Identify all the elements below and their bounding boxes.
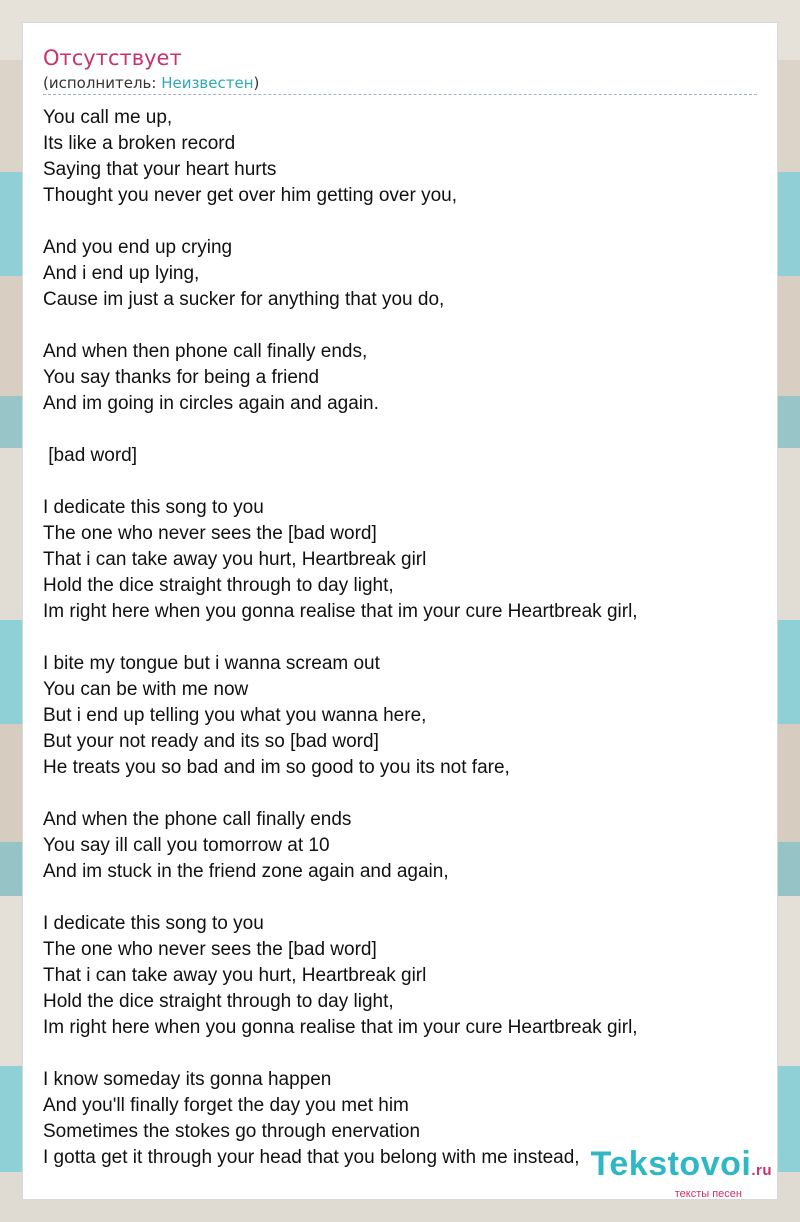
site-watermark — [591, 1147, 772, 1200]
lyric-line: But i end up telling you what you wanna here, — [43, 705, 427, 726]
lyric-line: You can be with me now — [43, 679, 249, 700]
lyrics-body — [43, 105, 759, 1171]
lyric-line: You say ill call you tomorrow at 10 — [43, 835, 330, 856]
watermark-tld: .ru — [751, 1162, 772, 1179]
lyric-line: Im right here when you gonna realise that im your cure Heartbreak girl, — [43, 1017, 638, 1038]
lyric-line: You call me up, — [43, 107, 173, 128]
lyric-line: Im right here when you gonna realise that im your cure Heartbreak girl, — [43, 601, 638, 622]
lyric-line: Sometimes the stokes go through enervation — [43, 1121, 421, 1142]
stanza-break — [43, 1041, 759, 1067]
artist-suffix: ) — [253, 74, 260, 92]
lyric-line: And when the phone call finally ends — [43, 809, 352, 830]
lyric-line: The one who never sees the [bad word] — [43, 523, 377, 544]
lyric-line: You say thanks for being a friend — [43, 367, 320, 388]
lyric-line: Cause im just a sucker for anything that you do, — [43, 289, 445, 310]
lyric-line: [bad word] — [43, 445, 137, 466]
lyric-line: I dedicate this song to you — [43, 913, 264, 934]
lyric-line: But your not ready and its so [bad word] — [43, 731, 379, 752]
stanza-break — [43, 469, 759, 495]
song-title: Отсутствует — [43, 46, 182, 70]
lyric-line: Its like a broken record — [43, 133, 236, 154]
stanza-break — [43, 781, 759, 807]
lyric-line: Hold the dice straight through to day light, — [43, 575, 394, 596]
artist-line — [43, 72, 259, 94]
lyric-line: The one who never sees the [bad word] — [43, 939, 377, 960]
watermark-name: Tekstovoi — [590, 1145, 752, 1183]
lyric-line: And im stuck in the friend zone again and again, — [43, 861, 449, 882]
stanza-break — [43, 625, 759, 651]
lyric-line: That i can take away you hurt, Heartbreak girl — [43, 549, 427, 570]
lyric-line: I dedicate this song to you — [43, 497, 264, 518]
title-divider — [43, 94, 757, 95]
lyric-line: I bite my tongue but i wanna scream out — [43, 653, 380, 674]
lyric-line: And you'll finally forget the day you met him — [43, 1095, 409, 1116]
stanza-break — [43, 313, 759, 339]
lyric-line: And when then phone call finally ends, — [43, 341, 368, 362]
lyric-line: And you end up crying — [43, 237, 233, 258]
stanza-break — [43, 885, 759, 911]
watermark-tagline: тексты песен — [674, 1188, 742, 1200]
artist-link[interactable]: Неизвестен — [161, 74, 254, 92]
lyric-line: Saying that your heart hurts — [43, 159, 277, 180]
lyric-line: That i can take away you hurt, Heartbreak girl — [43, 965, 427, 986]
lyric-line: I gotta get it through your head that you belong with me instead, — [43, 1147, 580, 1168]
lyric-line: And im going in circles again and again. — [43, 393, 379, 414]
lyric-line: Hold the dice straight through to day light, — [43, 991, 394, 1012]
lyric-line: And i end up lying, — [43, 263, 200, 284]
lyrics-card — [22, 22, 778, 1200]
artist-prefix: (исполнитель: — [43, 74, 162, 92]
lyric-line: He treats you so bad and im so good to you its not fare, — [43, 757, 510, 778]
stanza-break — [43, 209, 759, 235]
watermark-logo — [591, 1147, 772, 1188]
lyric-line: Thought you never get over him getting over you, — [43, 185, 458, 206]
stanza-break — [43, 417, 759, 443]
lyric-line: I know someday its gonna happen — [43, 1069, 332, 1090]
